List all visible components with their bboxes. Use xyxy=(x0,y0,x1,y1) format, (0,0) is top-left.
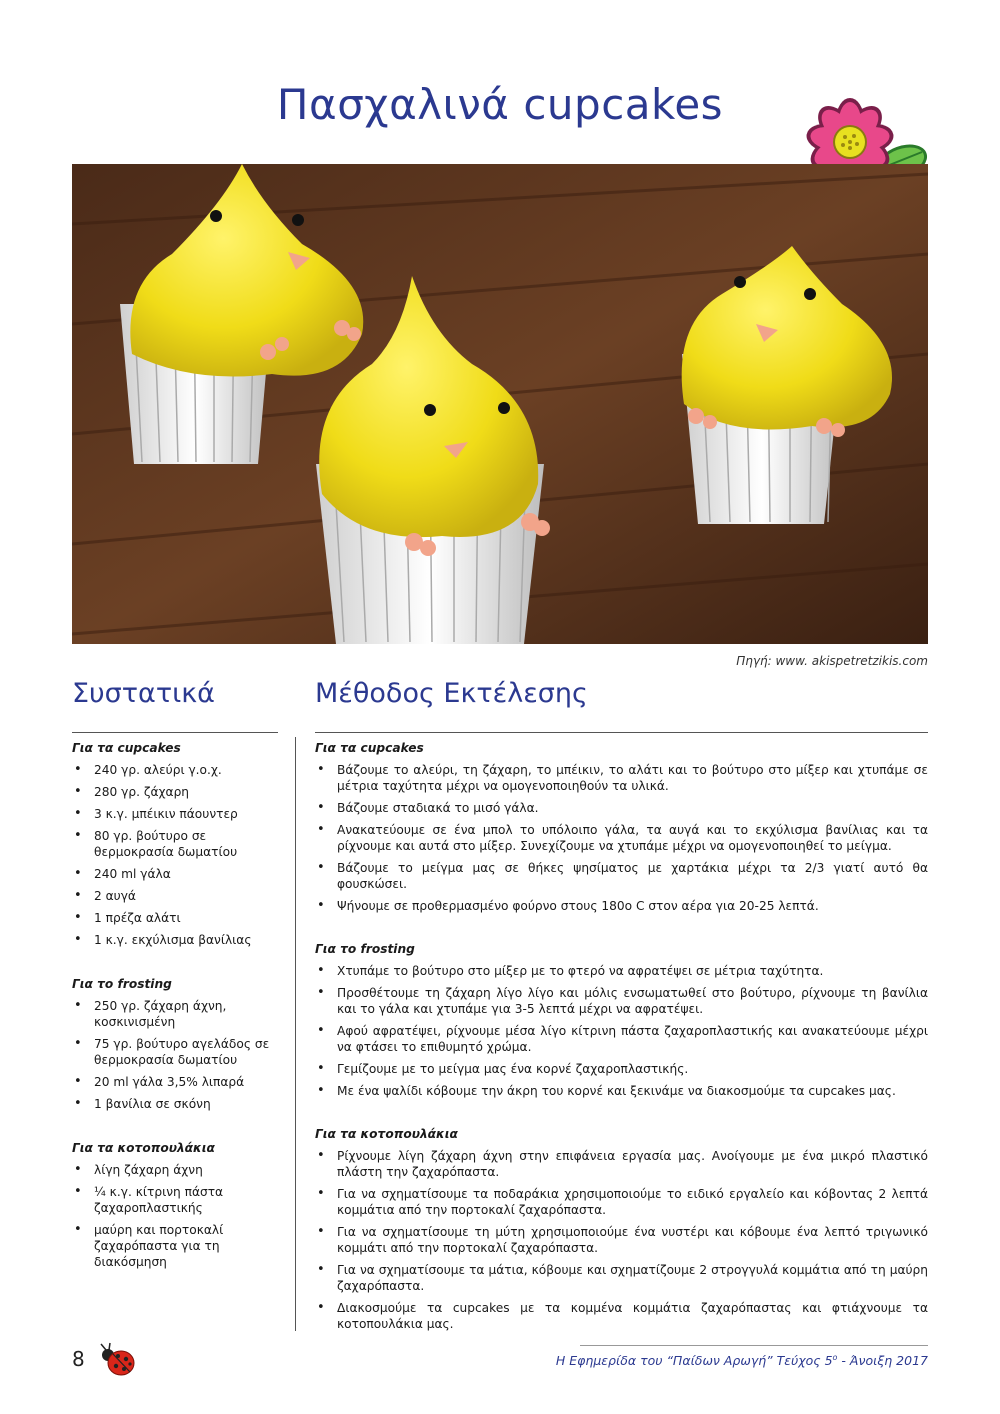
list-item: • μαύρη και πορτοκαλί ζαχαρόπαστα για τη διακόσμηση xyxy=(72,1222,272,1270)
footer-issue: Τεύχος 5 xyxy=(776,1353,833,1369)
method-section-frosting xyxy=(315,941,928,1099)
list-item: • Ανακατεύουμε σε ένα μπολ το υπόλοιπο γάλα, τα αυγά και το εκχύλισμα βανίλιας και τα ρίχνουμε και αυτά στο μίξερ. Συνεχίζουμε να χτυπάμε μέχρι να ομογενοποιηθεί το μείγμα. xyxy=(315,822,928,854)
list-item: • 20 ml γάλα 3,5% λιπαρά xyxy=(72,1074,272,1090)
list-item: • Γεμίζουμε με το μείγμα μας ένα κορνέ ζαχαροπλαστικής. xyxy=(315,1061,928,1077)
list-item: • 75 γρ. βούτυρο αγελάδος σε θερμοκρασία δωματίου xyxy=(72,1036,272,1068)
page-number: 8 xyxy=(72,1347,85,1371)
method-rule xyxy=(315,732,928,733)
list-item: • Με ένα ψαλίδι κόβουμε την άκρη του κορνέ και ξεκινάμε να διακοσμούμε τα cupcakes μας. xyxy=(315,1083,928,1099)
footer-publication xyxy=(556,1353,928,1368)
page-title: Πασχαλινά cupcakes xyxy=(276,80,724,129)
footer-issue-season: - Άνοιξη 2017 xyxy=(837,1353,928,1369)
list-item: • Διακοσμούμε τα cupcakes με τα κομμένα κομμάτια ζαχαρόπαστας και φτιάχνουμε τα κοτοπουλάκια μας. xyxy=(315,1300,928,1332)
method-section-cupcakes xyxy=(315,740,928,914)
list-item: • 80 γρ. βούτυρο σε θερμοκρασία δωματίου xyxy=(72,828,272,860)
list-item: • Ρίχνουμε λίγη ζάχαρη άχνη στην επιφάνεια εργασία μας. Ανοίγουμε με ένα μικρό πλαστικό πλάστη την ζαχαρόπαστα. xyxy=(315,1148,928,1180)
footer-publication-name: Η Εφημερίδα του “Παίδων Αρωγή” xyxy=(555,1353,773,1369)
footer-issue-sup: ο xyxy=(832,1353,838,1362)
method-column xyxy=(315,740,928,1338)
list-item: • λίγη ζάχαρη άχνη xyxy=(72,1162,272,1178)
ladybug-icon xyxy=(98,1342,136,1378)
list-item: • Βάζουμε σταδιακά το μισό γάλα. xyxy=(315,800,928,816)
section-title: Για το frosting xyxy=(72,977,172,991)
section-title: Για τα cupcakes xyxy=(315,741,424,755)
column-divider xyxy=(295,737,296,1331)
list-item: • 240 γρ. αλεύρι γ.ο.χ. xyxy=(72,762,272,778)
ingredients-heading: Συστατικά xyxy=(72,678,215,709)
list-item: • 3 κ.γ. μπέικιν πάουντερ xyxy=(72,806,272,822)
section-title: Για το frosting xyxy=(315,942,415,956)
section-title: Για τα κοτοπουλάκια xyxy=(72,1141,215,1155)
list-item: • 250 γρ. ζάχαρη άχνη, κοσκινισμένη xyxy=(72,998,272,1030)
list-item: • Προσθέτουμε τη ζάχαρη λίγο λίγο και μόλις ενσωματωθεί στο βούτυρο, ρίχνουμε τη βανίλια και το γάλα και χτυπάμε για 3-5 λεπτά μέχρι να αφρατέψει. xyxy=(315,985,928,1017)
list-item: • Βάζουμε το αλεύρι, τη ζάχαρη, το μπέικιν, το αλάτι και το βούτυρο στο μίξερ και χτυπάμε σε μέτρια ταχύτητα μέχρι να ομογενοποιηθούν τα υλικά. xyxy=(315,762,928,794)
list-item: • 280 γρ. ζάχαρη xyxy=(72,784,272,800)
ingredients-rule xyxy=(72,732,278,733)
list-item: • 2 αυγά xyxy=(72,888,272,904)
photo-source-caption: Πηγή: www. akispetretzikis.com xyxy=(736,654,928,668)
list-item: • ¼ κ.γ. κίτρινη πάστα ζαχαροπλαστικής xyxy=(72,1184,272,1216)
ingredients-section-chicks xyxy=(72,1140,272,1270)
list-item: • 1 κ.γ. εκχύλισμα βανίλιας xyxy=(72,932,272,948)
method-heading: Μέθοδος Εκτέλεσης xyxy=(315,678,588,709)
list-item: • Βάζουμε το μείγμα μας σε θήκες ψησίματος με χαρτάκια μέχρι τα 2/3 γιατί αυτό θα φουσκώσει. xyxy=(315,860,928,892)
ingredients-column xyxy=(72,740,272,1276)
ingredients-section-frosting xyxy=(72,976,272,1112)
cupcakes-photo xyxy=(72,164,928,644)
list-item: • 240 ml γάλα xyxy=(72,866,272,882)
footer-rule xyxy=(580,1345,928,1346)
ingredients-section-cupcakes xyxy=(72,740,272,948)
list-item: • Για να σχηματίσουμε τα μάτια, κόβουμε και σχηματίζουμε 2 στρογγυλά κομμάτια από τη μαύρη ζαχαρόπαστα. xyxy=(315,1262,928,1294)
section-title: Για τα cupcakes xyxy=(72,741,181,755)
section-title: Για τα κοτοπουλάκια xyxy=(315,1127,458,1141)
list-item: • Ψήνουμε σε προθερμασμένο φούρνο στους 180ο C στον αέρα για 20-25 λεπτά. xyxy=(315,898,928,914)
list-item: • Για να σχηματίσουμε τα ποδαράκια χρησιμοποιούμε το ειδικό εργαλείο και κόβοντας 2 λεπτά κομμάτια από την πορτοκαλί ζαχαρόπαστα. xyxy=(315,1186,928,1218)
list-item: • 1 πρέζα αλάτι xyxy=(72,910,272,926)
list-item: • 1 βανίλια σε σκόνη xyxy=(72,1096,272,1112)
list-item: • Χτυπάμε το βούτυρο στο μίξερ με το φτερό να αφρατέψει σε μέτρια ταχύτητα. xyxy=(315,963,928,979)
method-section-chicks xyxy=(315,1126,928,1332)
list-item: • Αφού αφρατέψει, ρίχνουμε μέσα λίγο κίτρινη πάστα ζαχαροπλαστικής και ανακατεύουμε μέχρι να φτάσει το επιθυμητό χρώμα. xyxy=(315,1023,928,1055)
list-item: • Για να σχηματίσουμε τη μύτη χρησιμοποιούμε ένα νυστέρι και κόβουμε ένα λεπτό τριγωνικό κομμάτι από την πορτοκαλί ζαχαρόπαστα. xyxy=(315,1224,928,1256)
